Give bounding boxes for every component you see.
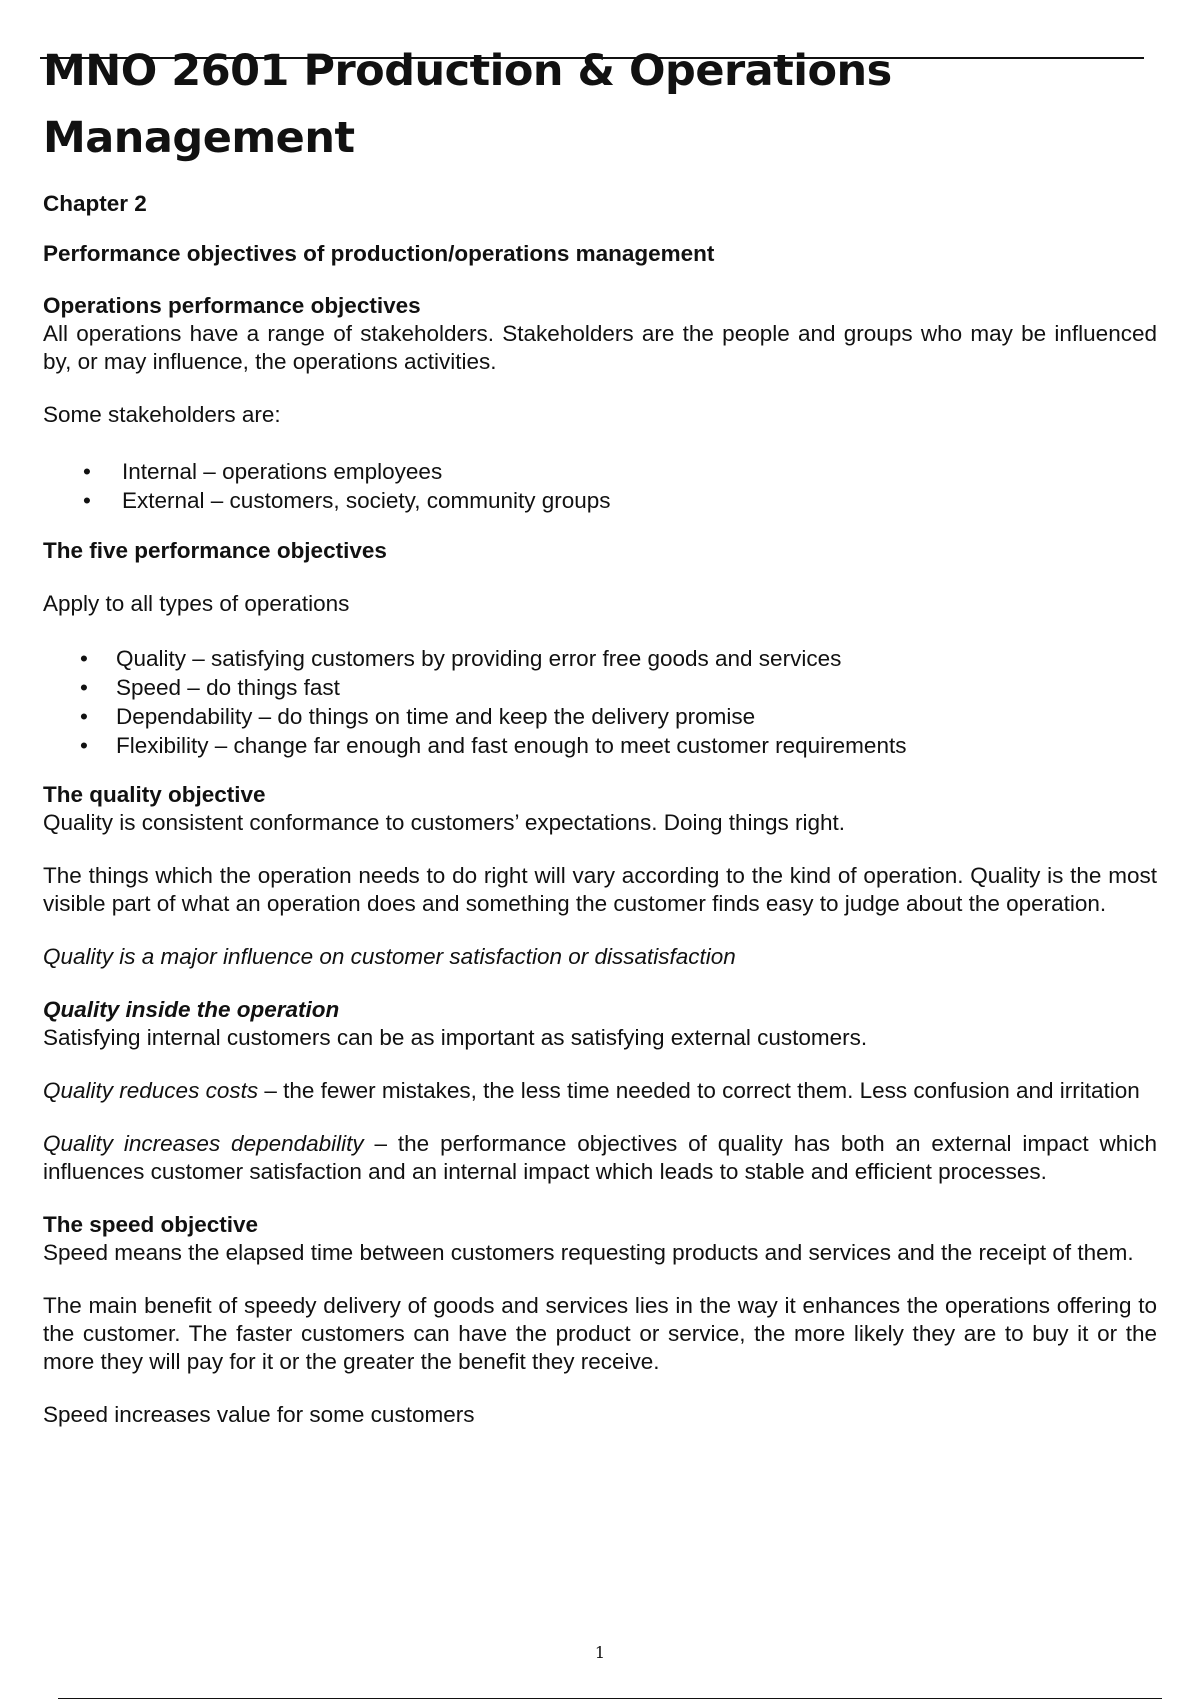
paragraph: Some stakeholders are: <box>43 402 281 427</box>
bullet-icon: • <box>80 704 88 729</box>
section-heading: Quality inside the operation <box>43 997 340 1022</box>
document-body <box>43 38 1157 1429</box>
paragraph <box>43 1077 1157 1105</box>
list-item <box>43 673 1157 702</box>
section-heading: The five performance objectives <box>43 538 387 563</box>
stakeholder-list <box>43 457 1157 515</box>
chapter-label: Chapter 2 <box>43 191 147 216</box>
title-line-1: MNO 2601 Production & Operations <box>43 46 892 96</box>
italic-note: Quality is a major influence on customer satisfaction or dissatisfaction <box>43 944 736 969</box>
footer-rule <box>58 1698 1162 1699</box>
emphasis-lead: Quality increases dependability <box>43 1131 364 1156</box>
list-item-text: Flexibility – change far enough and fast enough to meet customer requirements <box>116 733 907 758</box>
emphasis-lead: Quality reduces costs <box>43 1078 259 1103</box>
paragraph: Speed means the elapsed time between customers requesting products and services and the receipt of them. <box>43 1240 1134 1265</box>
objectives-list <box>43 644 1157 760</box>
paragraph-text: – the fewer mistakes, the less time needed to correct them. Less confusion and irritation <box>258 1078 1140 1103</box>
page-number: 1 <box>594 1643 606 1662</box>
list-item-text: Quality – satisfying customers by providing error free goods and services <box>116 646 842 671</box>
list-item-text: External – customers, society, community groups <box>122 488 611 513</box>
paragraph: Satisfying internal customers can be as important as satisfying external customers. <box>43 1025 868 1050</box>
list-item-text: Dependability – do things on time and keep the delivery promise <box>116 704 756 729</box>
list-item <box>43 486 1157 515</box>
title-line-2: Management <box>43 113 355 163</box>
bullet-icon: • <box>80 675 88 700</box>
main-heading: Performance objectives of production/operations management <box>43 241 715 266</box>
section-heading: The quality objective <box>43 782 266 807</box>
bullet-icon: • <box>80 646 88 671</box>
list-item <box>43 702 1157 731</box>
paragraph <box>43 1130 1157 1186</box>
paragraph: The main benefit of speedy delivery of goods and services lies in the way it enhances the operations offering to the customer. The faster customers can have the product or service, the more likely they are to buy it or the more they will pay for it or the greater the benefit they receive. <box>43 1293 1157 1374</box>
bullet-icon: • <box>83 488 91 513</box>
list-item <box>43 731 1157 760</box>
paragraph-text: – the performance objectives of quality has both an external impact which influences customer satisfaction and an internal impact which leads to stable and efficient processes. <box>43 1131 1157 1184</box>
list-item-text: Speed – do things fast <box>116 675 340 700</box>
section-heading: The speed objective <box>43 1212 259 1237</box>
document-title <box>43 38 1157 172</box>
list-item <box>43 644 1157 673</box>
paragraph: All operations have a range of stakeholders. Stakeholders are the people and groups who may be influenced by, or may influence, the operations activities. <box>43 321 1157 374</box>
section-heading: Operations performance objectives <box>43 293 421 318</box>
paragraph: Speed increases value for some customers <box>43 1402 475 1427</box>
paragraph: The things which the operation needs to do right will vary according to the kind of operation. Quality is the most visible part of what an operation does and something the customer finds easy to judge about the operation. <box>43 863 1157 916</box>
bullet-icon: • <box>80 733 88 758</box>
paragraph: Quality is consistent conformance to customers’ expectations. Doing things right. <box>43 810 846 835</box>
list-item <box>43 457 1157 486</box>
bullet-icon: • <box>83 459 91 484</box>
paragraph: Apply to all types of operations <box>43 591 350 616</box>
list-item-text: Internal – operations employees <box>122 459 443 484</box>
